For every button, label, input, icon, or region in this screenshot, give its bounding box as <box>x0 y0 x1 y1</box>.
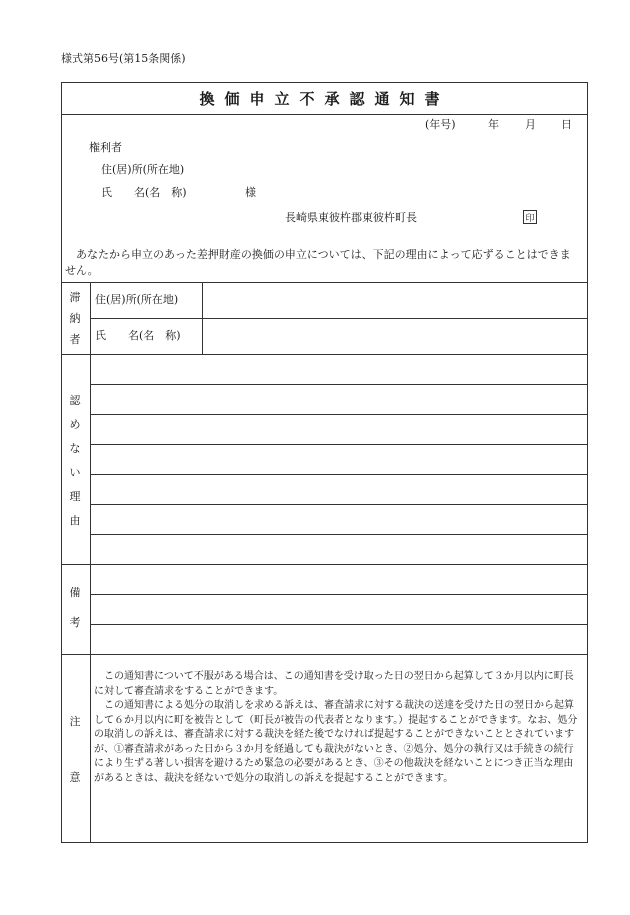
notice-text <box>94 670 582 786</box>
delinquent-label-1: 滞 <box>69 291 81 304</box>
reason-line-5 <box>90 504 588 505</box>
remarks-line-2 <box>90 624 588 625</box>
notice-paragraph-1: この通知書について不服がある場合は、この通知書を受け取った日の翌日から起算して３か月以内に町長に対して審査請求をすることができます。 <box>94 671 574 697</box>
reason-line-1 <box>90 384 588 385</box>
label-column-divider <box>90 282 91 843</box>
date-day: 日 <box>561 118 572 131</box>
reason-label-3: な <box>69 442 81 455</box>
issuer-name: 長崎県東彼杵郡東彼杵町長 <box>285 211 417 224</box>
header-divider <box>61 282 588 283</box>
document-title: 換価申立不承認通知書 <box>199 90 450 108</box>
delinquent-label-2: 納 <box>69 312 81 325</box>
intro-text: あなたから申立のあった差押財産の換価の申立については、下記の理由によって応ずることはできません。 <box>65 248 571 277</box>
reason-label-5: 理 <box>69 490 81 503</box>
notice-top-divider <box>61 654 588 655</box>
date-era: (年号) <box>425 118 456 131</box>
reason-label-1: 認 <box>69 394 81 407</box>
form-number: 様式第56号(第15条関係) <box>61 52 186 65</box>
right-holder-address-label: 住(居)所(所在地) <box>101 163 185 176</box>
right-holder-label: 権利者 <box>89 141 122 154</box>
reason-label-2: め <box>69 418 81 431</box>
delinquent-label-3: 者 <box>69 333 81 346</box>
honorific: 様 <box>245 186 256 199</box>
delinquent-field-divider <box>202 282 203 354</box>
reason-line-2 <box>90 414 588 415</box>
reason-line-6 <box>90 534 588 535</box>
reason-top-divider <box>61 354 588 355</box>
delinquent-name-label: 氏 名(名 称) <box>95 329 181 342</box>
title-divider <box>61 114 588 115</box>
delinquent-row-divider <box>90 318 588 319</box>
remarks-label-1: 備 <box>69 586 81 599</box>
remarks-top-divider <box>61 564 588 565</box>
remarks-line-1 <box>90 594 588 595</box>
notice-label-1: 注 <box>69 715 81 728</box>
reason-line-4 <box>90 474 588 475</box>
notice-label-2: 意 <box>69 771 81 784</box>
reason-label-4: い <box>69 466 81 479</box>
reason-line-3 <box>90 444 588 445</box>
date-month: 月 <box>525 118 536 131</box>
seal-mark: 印 <box>523 210 537 224</box>
delinquent-address-label: 住(居)所(所在地) <box>95 293 179 306</box>
date-year: 年 <box>488 118 499 131</box>
notice-paragraph-2: この通知書による処分の取消しを求める訴えは、審査請求に対する裁決の送達を受けた日の翌日から起算して６か月以内に町を被告として（町長が被告の代表者となります。）提起することができます。なお、処分の取消しの訴えは、審査請求に対する裁決を経た後でなければ提起することができないこととされていますが、①審査請求があった日から３か月を経過しても裁決がないとき、②処分、処分の執行又は手続きの続行により生ずる著しい損害を避けるため緊急の必要があるとき、③その他裁決を経ないことにつき正当な理由があるときは、裁決を経ないで処分の取消しの訴えを提起することができます。 <box>94 700 578 784</box>
remarks-label-2: 考 <box>69 616 81 629</box>
reason-label-6: 由 <box>69 514 81 527</box>
right-holder-name-label: 氏 名(名 称) <box>101 186 187 199</box>
